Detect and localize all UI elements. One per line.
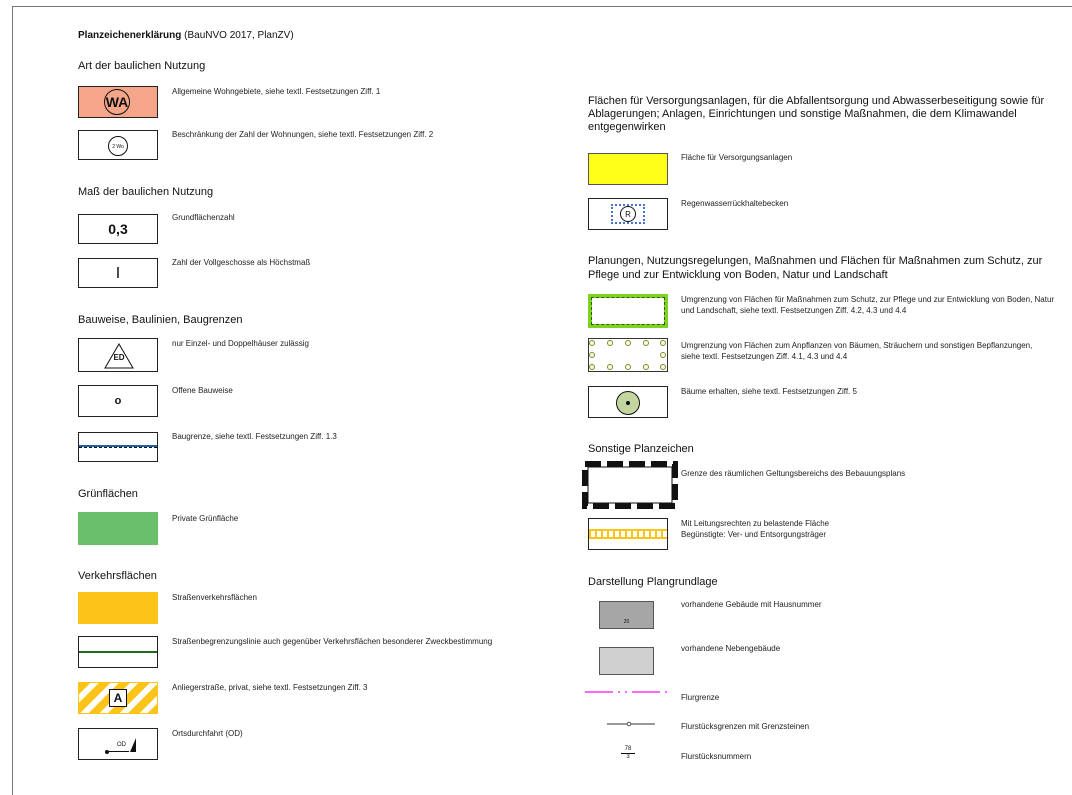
gebaeude-label: vorhandene Gebäude mit Hausnummer — [681, 600, 822, 609]
od-marker-icon — [129, 738, 137, 754]
section-bauweise: Bauweise, Baulinien, Baugrenzen — [78, 314, 243, 326]
schutzflaeche-symbol — [588, 294, 668, 328]
nebengebaeude-label: vorhandene Nebengebäude — [681, 644, 781, 653]
ed-symbol: ED — [78, 338, 158, 372]
baugrenze-symbol — [78, 432, 158, 462]
section-gruenflaechen: Grünflächen — [78, 488, 138, 500]
gebaeude-symbol: 20 — [599, 601, 654, 629]
section-sonstige: Sonstige Planzeichen — [588, 443, 694, 455]
leitungsrecht-symbol — [588, 518, 668, 550]
anliegerstrasse-label: Anliegerstraße, privat, siehe textl. Festsetzungen Ziff. 3 — [172, 683, 368, 692]
grz-symbol: 0,3 — [78, 214, 158, 244]
regenwasser-symbol: R — [588, 198, 668, 230]
wo-label: Beschränkung der Zahl der Wohnungen, siehe textl. Festsetzungen Ziff. 2 — [172, 130, 434, 139]
section-verkehrsflaechen: Verkehrsflächen — [78, 570, 157, 582]
leitungsrecht-sub-label: Begünstigte: Ver- und Entsorgungsträger — [681, 530, 826, 539]
grz-label: Grundflächenzahl — [172, 213, 235, 222]
offene-bauweise-label: Offene Bauweise — [172, 386, 233, 395]
nebengebaeude-symbol — [599, 647, 654, 675]
legend-title: Planzeichenerklärung (BauNVO 2017, PlanZV) — [78, 30, 294, 41]
flurgrenze-symbol — [585, 688, 671, 696]
section-mass-nutzung: Maß der baulichen Nutzung — [78, 186, 214, 198]
vollgeschosse-label: Zahl der Vollgeschosse als Höchstmaß — [172, 258, 311, 267]
baeume-erhalten-label: Bäume erhalten, siehe textl. Festsetzungen Ziff. 5 — [681, 387, 857, 396]
regenwasser-label: Regenwasserrückhaltebecken — [681, 199, 789, 208]
flurstuecksgrenze-symbol — [607, 720, 655, 728]
strassenbegrenzung-symbol — [78, 636, 158, 668]
section-natur-landschaft: Planungen, Nutzungsregelungen, Maßnahmen und Flächen für Maßnahmen zum Schutz, zur Pflege und zur Entwicklung von Boden, Natur und Landschaft — [588, 255, 1043, 281]
private-gruenflaeche-symbol — [78, 512, 158, 545]
strassenbegrenzung-label: Straßenbegrenzungslinie auch gegenüber Verkehrsflächen besonderer Zweckbestimmung — [172, 637, 493, 646]
flurstuecksgrenze-label: Flurstücksgrenzen mit Grenzsteinen — [681, 722, 810, 731]
anliegerstrasse-symbol: A — [78, 682, 158, 714]
ortsdurchfahrt-symbol: OD — [78, 728, 158, 760]
anpflanzflaeche-symbol — [588, 338, 668, 372]
ed-label: nur Einzel- und Doppelhäuser zulässig — [172, 339, 309, 348]
schutzflaeche-label: Umgrenzung von Flächen für Maßnahmen zum Schutz, zur Pflege und zur Entwicklung von Boden, Natur und Landschaft, siehe textl. Festsetzungen Ziff. 4.2, 4.3 und 4.4 — [681, 295, 1055, 315]
section-plangrundlage: Darstellung Plangrundlage — [588, 576, 718, 588]
flurstuecksnummer-symbol: 78 3 — [621, 746, 635, 761]
baeume-erhalten-symbol — [588, 386, 668, 418]
versorgungsanlagen-label: Fläche für Versorgungsanlagen — [681, 153, 793, 162]
strassenverkehrsflaeche-label: Straßenverkehrsflächen — [172, 593, 257, 602]
section-versorgung: Flächen für Versorgungsanlagen, für die Abfallentsorgung und Abwasserbeseitigung sowie für Ablagerungen; Anlagen, Einrichtungen und sonstige Maßnahmen, die dem Klimawandel entgegenwirken — [588, 95, 1045, 133]
leitungsrecht-label: Mit Leitungsrechten zu belastende Fläche — [681, 519, 830, 528]
flurgrenze-label: Flurgrenze — [681, 693, 720, 702]
vollgeschosse-symbol: I — [78, 258, 158, 288]
offene-bauweise-symbol: o — [78, 385, 158, 417]
ortsdurchfahrt-label: Ortsdurchfahrt (OD) — [172, 729, 243, 738]
section-art-nutzung: Art der baulichen Nutzung — [78, 60, 206, 72]
baugrenze-label: Baugrenze, siehe textl. Festsetzungen Ziff. 1.3 — [172, 432, 337, 441]
strassenverkehrsflaeche-symbol — [78, 592, 158, 624]
geltungsbereich-label: Grenze des räumlichen Geltungsbereichs des Bebauungsplans — [681, 469, 906, 478]
wo-symbol: 2 Wo — [78, 130, 158, 160]
geltungsbereich-symbol — [582, 461, 678, 509]
wa-symbol: WA — [78, 86, 158, 118]
versorgungsanlagen-symbol — [588, 153, 668, 185]
private-gruenflaeche-label: Private Grünfläche — [172, 514, 239, 523]
wa-label: Allgemeine Wohngebiete, siehe textl. Festsetzungen Ziff. 1 — [172, 87, 381, 96]
flurstuecksnummer-label: Flurstücksnummern — [681, 752, 752, 761]
anpflanzflaeche-label: Umgrenzung von Flächen zum Anpflanzen von Bäumen, Sträuchern und sonstigen Bepflanzungen, siehe textl. Festsetzungen Ziff. 4.1, 4.3 und 4.4 — [681, 341, 1033, 361]
